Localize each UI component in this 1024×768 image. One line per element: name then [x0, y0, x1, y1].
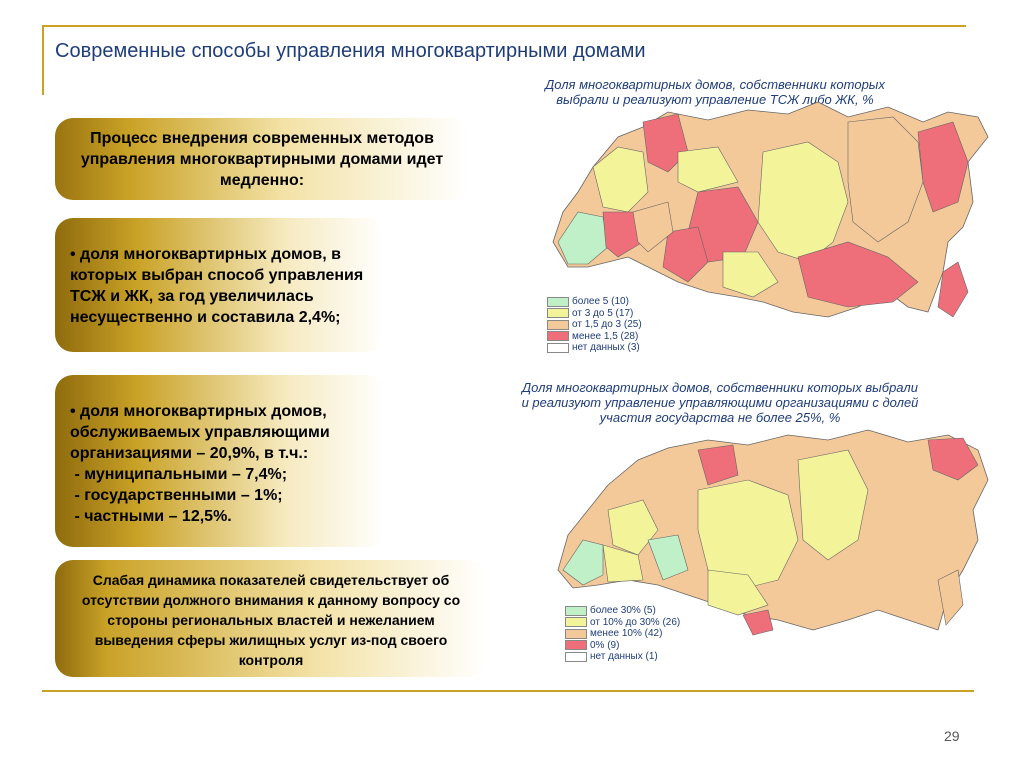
map2-legend-item: менее 10% (42): [565, 628, 680, 640]
map1-legend-item: менее 1,5 (28): [547, 331, 642, 343]
tszh-line-4: несущественно и составила 2,4%;: [70, 309, 341, 326]
map2-caption-line-2: и реализуют управление управляющими организациями с долей: [521, 395, 919, 410]
tszh-share-text: [70, 244, 390, 328]
map2-legend-item: нет данных (1): [565, 651, 680, 663]
mo-line-6: - частными – 12,5%.: [70, 508, 232, 525]
tszh-share-box: [55, 218, 385, 352]
legend-swatch: [565, 652, 587, 662]
management-org-box: [55, 375, 385, 547]
map1-legend-item: более 5 (10): [547, 296, 642, 308]
legend-swatch: [565, 629, 587, 639]
legend-swatch: [547, 320, 569, 330]
map2-legend-item: от 10% до 30% (26): [565, 617, 680, 629]
mo-line-3: организациями – 20,9%, в т.ч.:: [70, 445, 309, 462]
map2-legend: [565, 605, 680, 663]
map1-caption-line-2: выбрали и реализуют управление ТСЖ либо ЖК, %: [556, 92, 874, 107]
page-number: 29: [944, 728, 960, 744]
page-title: Современные способы управления многоквартирными домами: [55, 40, 646, 62]
legend-swatch: [547, 343, 569, 353]
conclusion-box: [55, 560, 487, 677]
header-left-bar: [42, 25, 44, 95]
map2-caption-line-1: Доля многоквартирных домов, собственники которых выбрали: [522, 380, 918, 395]
map1-legend: [547, 296, 642, 354]
map1-legend-item: нет данных (3): [547, 342, 642, 354]
legend-swatch: [565, 617, 587, 627]
map2-legend-item: более 30% (5): [565, 605, 680, 617]
tszh-line-3: ТСЖ и ЖК, за год увеличилась: [70, 288, 314, 305]
map2-caption: [480, 380, 960, 425]
conclusion-text: Слабая динамика показателей свидетельствует об отсутствии должного внимания к данному вопросу со стороны региональных властей и нежеланием выведения сферы жилищных услуг из-под своего контроля: [81, 572, 461, 668]
legend-swatch: [565, 606, 587, 616]
intro-text: Процесс внедрения современных методов управления многоквартирными домами идет медленно:: [80, 130, 444, 189]
map1-legend-item: от 1,5 до 3 (25): [547, 319, 642, 331]
mo-line-2: обслуживаемых управляющими: [70, 424, 330, 441]
footer-rule: [42, 690, 974, 692]
legend-swatch: [547, 308, 569, 318]
legend-swatch: [547, 331, 569, 341]
map1-legend-item: от 3 до 5 (17): [547, 308, 642, 320]
header-rule: [42, 25, 966, 27]
management-org-text: [70, 401, 390, 527]
legend-swatch: [547, 297, 569, 307]
map2-legend-item: 0% (9): [565, 640, 680, 652]
tszh-line-1: • доля многоквартирных домов, в: [70, 246, 341, 263]
map2-caption-line-3: участия государства не более 25%, %: [599, 410, 841, 425]
map1-caption-line-1: Доля многоквартирных домов, собственники которых: [545, 77, 885, 92]
tszh-line-2: которых выбран способ управления: [70, 267, 364, 284]
intro-box: [55, 118, 469, 200]
mo-line-4: - муниципальными – 7,4%;: [70, 466, 288, 483]
mo-line-1: • доля многоквартирных домов,: [70, 403, 327, 420]
mo-line-5: - государственными – 1%;: [70, 487, 283, 504]
legend-swatch: [565, 640, 587, 650]
